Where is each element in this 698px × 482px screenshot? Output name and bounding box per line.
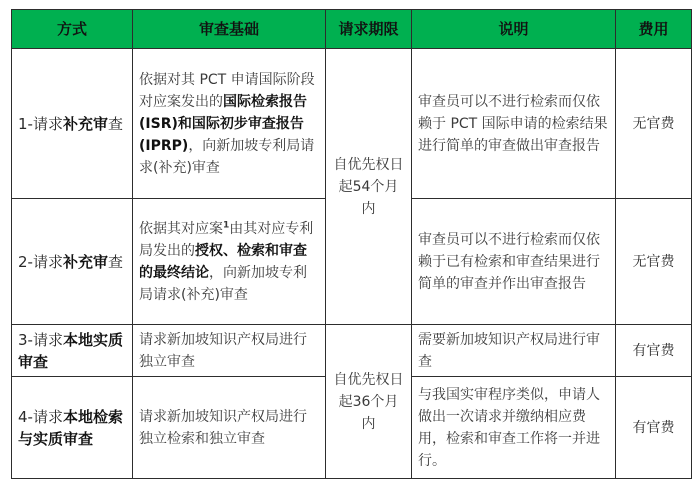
method-suffix: 查 bbox=[107, 114, 123, 133]
note-cell: 与我国实审程序类似，申请人做出一次请求并缴纳相应费用，检索和审查工作将一并进行。 bbox=[412, 377, 616, 479]
basis-text: ，向新加坡专利局请求(补充)审查 bbox=[139, 264, 307, 303]
basis-text: ，向新加坡专利局请求(补充)审查 bbox=[139, 137, 315, 176]
basis-cell bbox=[133, 199, 326, 325]
period-cell: 自优先权日起36个月内 bbox=[326, 325, 412, 479]
fee-cell: 有官费 bbox=[616, 325, 692, 377]
method-cell bbox=[12, 377, 133, 479]
method-prefix: 4-请求 bbox=[18, 407, 63, 426]
basis-cell bbox=[133, 49, 326, 199]
method-prefix: 3-请求 bbox=[18, 330, 63, 349]
method-cell bbox=[12, 325, 133, 377]
basis-text: 由其对应专利局发出的 bbox=[139, 220, 314, 259]
table-row bbox=[12, 49, 692, 199]
method-cell bbox=[12, 199, 133, 325]
fee-cell: 无官费 bbox=[616, 49, 692, 199]
method-emphasis: 补充审 bbox=[62, 114, 108, 133]
header-fee: 费用 bbox=[616, 10, 692, 49]
method-emphasis: 本地检索与实质审查 bbox=[18, 407, 123, 448]
basis-emphasis: 国际检索报告(ISR)和国际初步审查报告(IPRP) bbox=[139, 93, 307, 154]
basis-text: 依据其对应案 bbox=[139, 220, 223, 237]
header-note: 说明 bbox=[412, 10, 616, 49]
basis-cell: 请求新加坡知识产权局进行独立审查 bbox=[133, 325, 326, 377]
method-cell bbox=[12, 49, 133, 199]
note-cell: 审查员可以不进行检索而仅依赖于 PCT 国际申请的检索结果进行简单的审查做出审查报告 bbox=[412, 49, 616, 199]
fee-cell: 有官费 bbox=[616, 377, 692, 479]
basis-cell: 请求新加坡知识产权局进行独立检索和独立审查 bbox=[133, 377, 326, 479]
examination-methods-table bbox=[11, 9, 692, 479]
method-suffix: 查 bbox=[107, 252, 123, 271]
note-cell: 需要新加坡知识产权局进行审查 bbox=[412, 325, 616, 377]
note-cell: 审查员可以不进行检索而仅依赖于已有检索和审查结果进行简单的审查并作出审查报告 bbox=[412, 199, 616, 325]
table-header-row bbox=[12, 10, 692, 49]
method-emphasis: 本地实质审查 bbox=[18, 330, 123, 371]
basis-text: 依据对其 PCT 申请国际阶段对应案发出的 bbox=[139, 71, 315, 110]
header-method: 方式 bbox=[12, 10, 133, 49]
basis-emphasis: 授权、检索和审查的最终结论 bbox=[139, 242, 307, 281]
table-row bbox=[12, 325, 692, 377]
method-emphasis: 补充审 bbox=[62, 252, 108, 271]
method-prefix: 2-请求 bbox=[18, 252, 63, 271]
footnote-marker: 1 bbox=[223, 219, 230, 230]
fee-cell: 无官费 bbox=[616, 199, 692, 325]
header-period: 请求期限 bbox=[326, 10, 412, 49]
header-basis: 审查基础 bbox=[133, 10, 326, 49]
method-prefix: 1-请求 bbox=[18, 114, 63, 133]
period-cell: 自优先权日起54个月内 bbox=[326, 49, 412, 325]
